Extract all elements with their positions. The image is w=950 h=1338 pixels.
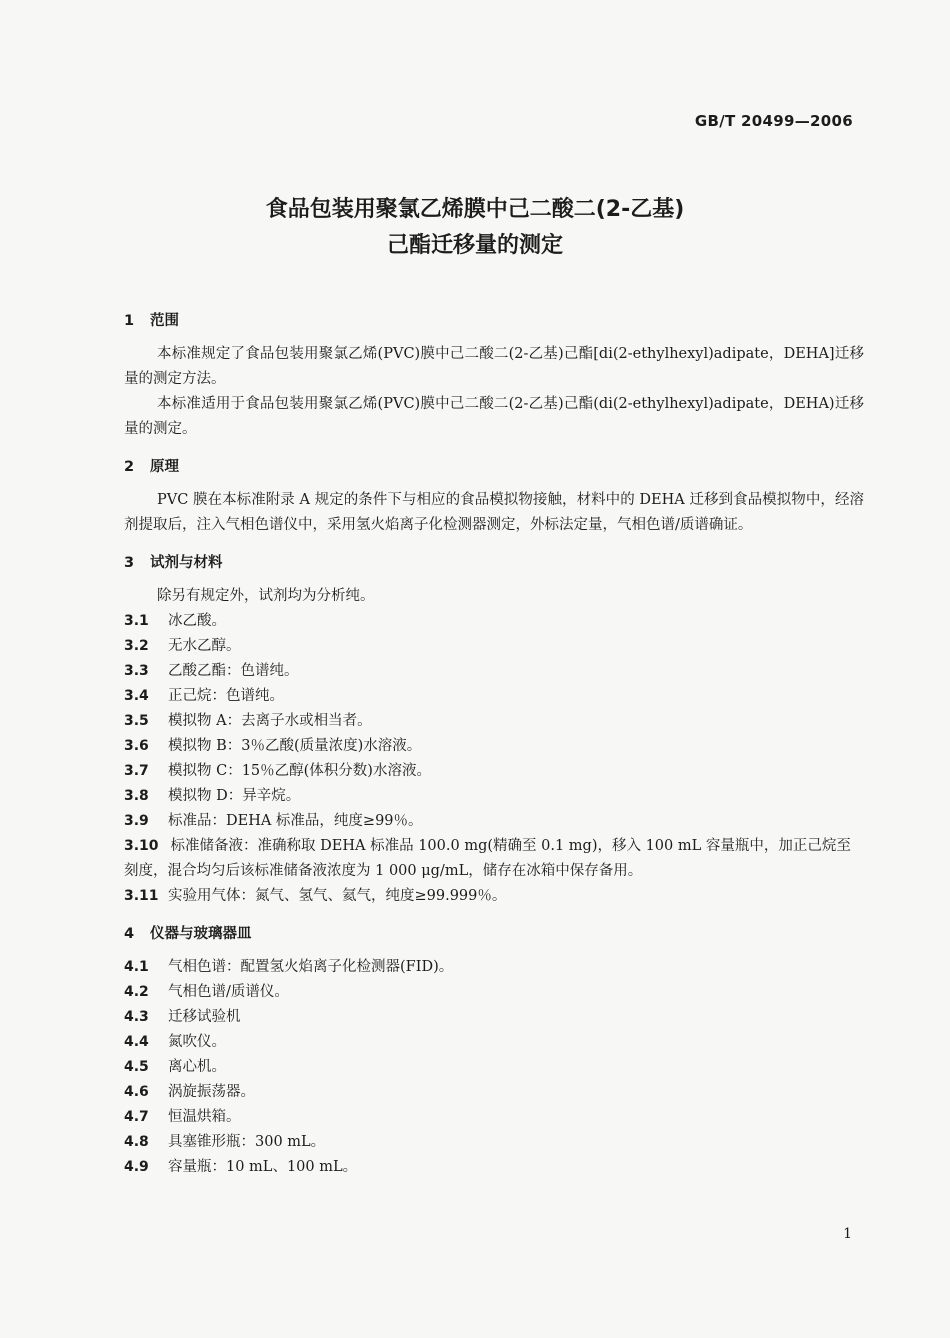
list-item: 3.11 实验用气体：氮气、氢气、氦气，纯度≥99.999％。 <box>124 888 507 904</box>
list-item: 4.1 气相色谱：配置氢火焰离子化检测器(FID)。 <box>124 959 454 975</box>
list-item: 4.3 迁移试验机 <box>124 1009 241 1025</box>
document-title <box>0 192 950 264</box>
section-title: 原理 <box>150 459 179 475</box>
list-item: 3.1 冰乙酸。 <box>124 613 226 629</box>
section-number: 4 <box>124 926 135 942</box>
list-item: 4.2 气相色谱/质谱仪。 <box>124 984 289 1000</box>
section-1-heading <box>124 308 864 334</box>
list-item: 4.9 容量瓶：10 mL、100 mL。 <box>124 1159 358 1175</box>
section-number: 1 <box>124 313 135 329</box>
title-line-1: 食品包装用聚氯乙烯膜中己二酸二(2-乙基) <box>265 197 685 222</box>
section-4-heading <box>124 921 864 947</box>
section-title: 范围 <box>150 313 179 329</box>
section-number: 3 <box>124 555 135 571</box>
scope-paragraph-1: 本标准规定了食品包装用聚氯乙烯(PVC)膜中己二酸二(2-乙基)己酯[di(2-ethylhexyl)adipate，DEHA]迁移量的测定方法。 <box>124 346 864 387</box>
standard-code: GB/T 20499—2006 <box>694 112 853 130</box>
list-item: 3.10 标准储备液：准确称取 DEHA 标准品 100.0 mg(精确至 0.1 mg)，移入 100 mL 容量瓶中，加正己烷至刻度，混合均匀后该标准储备液浓度为 1 000 μg/mL，储存在冰箱中保存备用。 <box>124 838 851 879</box>
list-item: 3.5 模拟物 A：去离子水或相当者。 <box>124 713 372 729</box>
list-item: 4.5 离心机。 <box>124 1059 226 1075</box>
list-item: 3.7 模拟物 C：15％乙醇(体积分数)水溶液。 <box>124 763 431 779</box>
list-item: 3.6 模拟物 B：3％乙酸(质量浓度)水溶液。 <box>124 738 422 754</box>
page-number: 1 <box>843 1226 852 1242</box>
scope-paragraph-2: 本标准适用于食品包装用聚氯乙烯(PVC)膜中己二酸二(2-乙基)己酯(di(2-ethylhexyl)adipate，DEHA)迁移量的测定。 <box>124 396 864 437</box>
section-3-heading <box>124 550 864 576</box>
reagents-intro: 除另有规定外，试剂均为分析纯。 <box>157 588 375 604</box>
list-item: 4.8 具塞锥形瓶：300 mL。 <box>124 1134 326 1150</box>
list-item: 4.4 氮吹仪。 <box>124 1034 226 1050</box>
principle-paragraph: PVC 膜在本标准附录 A 规定的条件下与相应的食品模拟物接触，材料中的 DEHA 迁移到食品模拟物中，经溶剂提取后，注入气相色谱仪中，采用氢火焰离子化检测器测定，外标法定量，气相色谱/质谱确证。 <box>124 492 864 533</box>
list-item: 3.4 正己烷：色谱纯。 <box>124 688 284 704</box>
list-item: 4.6 涡旋振荡器。 <box>124 1084 255 1100</box>
section-number: 2 <box>124 459 135 475</box>
section-title: 试剂与材料 <box>150 555 223 571</box>
list-item: 3.9 标准品：DEHA 标准品，纯度≥99％。 <box>124 813 423 829</box>
section-2-heading <box>124 454 864 480</box>
list-item: 4.7 恒温烘箱。 <box>124 1109 241 1125</box>
document-body <box>124 308 864 1180</box>
list-item: 3.2 无水乙醇。 <box>124 638 241 654</box>
list-item: 3.8 模拟物 D：异辛烷。 <box>124 788 301 804</box>
title-line-2: 己酯迁移量的测定 <box>386 233 563 258</box>
list-item: 3.3 乙酸乙酯：色谱纯。 <box>124 663 299 679</box>
section-title: 仪器与玻璃器皿 <box>150 926 252 942</box>
